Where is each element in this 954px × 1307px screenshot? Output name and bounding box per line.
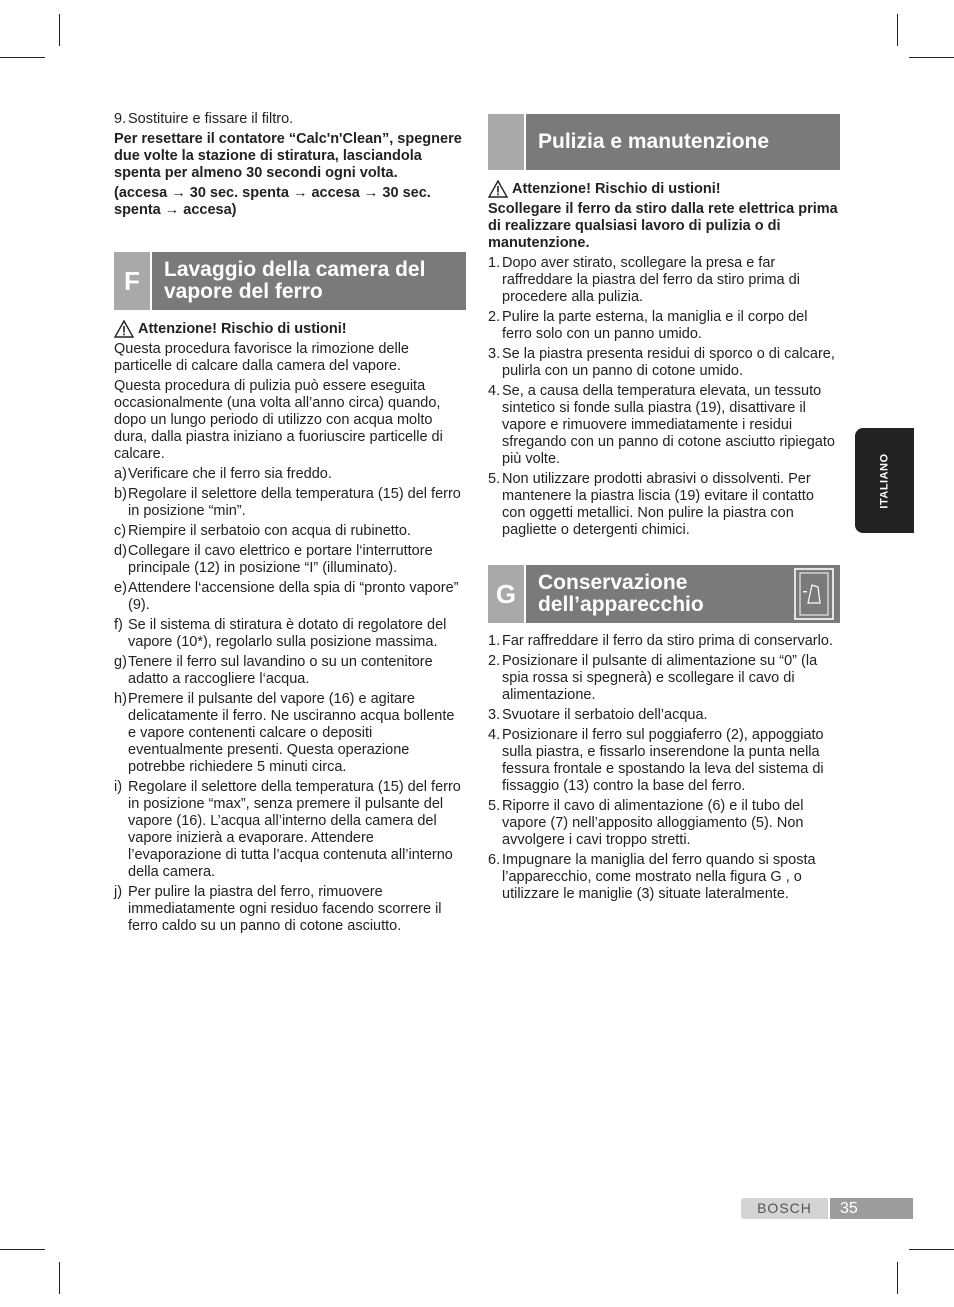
list-item <box>488 798 840 849</box>
step-number: 1. <box>488 633 501 649</box>
crop-mark <box>909 57 954 58</box>
step-text: Premere il pulsante del vapore (16) e agitare delicatamente il ferro. Ne usciranno acqua bollente e vapore contenenti calcare o depositi eventualmente presenti. Questa operazione potrebbe richiedere 5 minuti circa. <box>128 691 455 775</box>
list-item <box>114 654 466 688</box>
list-item <box>488 471 840 539</box>
left-column <box>114 111 466 938</box>
list-item <box>114 884 466 935</box>
warning-triangle-icon <box>114 320 134 338</box>
step-number: 2. <box>488 653 501 669</box>
crop-mark <box>0 1249 45 1250</box>
list-item <box>488 653 840 704</box>
section-g-letter: G <box>488 565 524 623</box>
warning-triangle-icon <box>488 180 508 198</box>
list-item <box>114 779 466 881</box>
step-text: Svuotare il serbatoio dell’acqua. <box>502 707 708 723</box>
warning-text: Attenzione! Rischio di ustioni! <box>138 320 347 337</box>
step-text: Regolare il selettore della temperatura (15) del ferro in posizione “max”, senza premere il pulsante del vapore (16). L’acqua all’interno della camera del vapore inizierà a evaporare. Attendere l’evaporazione di tutta l’acqua contenuta all’interno della camera. <box>128 779 461 880</box>
section-e-letter-block <box>488 114 524 170</box>
step-text: Tenere il ferro sul lavandino o su un contenitore adatto a raccogliere l‘acqua. <box>128 654 433 687</box>
intro-step-list <box>114 111 466 128</box>
step-number: d) <box>114 543 127 559</box>
step-text: Sostituire e fissare il filtro. <box>128 111 294 127</box>
paragraph: Questa procedura favorisce la rimozione delle particelle di calcare dalla camera del vapore. <box>114 341 409 374</box>
step-number: j) <box>114 884 123 900</box>
crop-mark <box>59 14 60 46</box>
step-text: Riporre il cavo di alimentazione (6) e il tubo del vapore (7) nell’apposito alloggiamento (5). Non avvolgere i cavi troppo stretti. <box>502 798 804 848</box>
list-item <box>114 617 466 651</box>
section-g-steps <box>488 633 840 903</box>
list-item <box>114 543 466 577</box>
step-text: Attendere l‘accensione della spia di “pronto vapore” (9). <box>128 580 459 613</box>
step-text: Impugnare la maniglia del ferro quando si sposta l’apparecchio, come mostrato nella figura G , o utilizzare le maniglie (3) situate lateralmente. <box>502 852 816 902</box>
list-item <box>488 383 840 468</box>
crop-mark <box>0 57 45 58</box>
page-number: 35 <box>830 1198 913 1219</box>
step-number: 4. <box>488 383 501 399</box>
list-item <box>114 523 466 540</box>
step-text: Per pulire la piastra del ferro, rimuovere immediatamente ogni residuo facendo scorrere il ferro caldo su un panno di cotone asciutto. <box>128 884 442 934</box>
list-item <box>114 111 466 128</box>
step-text: Se, a causa della temperatura elevata, un tessuto sintetico si fonde sulla piastra (19), disattivare il vapore e rimuovere immediatamente i residui sfregando con un panno di cotone asciutto ripiegato più volte. <box>502 383 835 467</box>
crop-mark <box>897 1262 898 1294</box>
language-tab <box>855 428 914 533</box>
list-item <box>488 255 840 306</box>
list-item <box>114 466 466 483</box>
section-g-title-text: Conservazione dell’apparecchio <box>538 571 704 616</box>
step-number: 3. <box>488 346 501 362</box>
reset-sequence: (accesa → 30 sec. spenta → accesa → 30 sec. spenta → accesa) <box>114 185 431 218</box>
step-text: Regolare il selettore della temperatura (15) del ferro in posizione “min”. <box>128 486 461 519</box>
unplug-notice: Scollegare il ferro da stiro dalla rete elettrica prima di realizzare qualsiasi lavoro di pulizia o di manutenzione. <box>488 201 838 251</box>
section-f-letter: F <box>114 252 150 310</box>
crop-mark <box>59 1262 60 1294</box>
step-number: 5. <box>488 471 501 487</box>
section-e-title: Pulizia e manutenzione <box>526 114 840 170</box>
burn-warning <box>488 180 840 198</box>
step-number: f) <box>114 617 123 633</box>
step-text: Posizionare il pulsante di alimentazione su “0” (la spia rossa si spegnerà) e scollegare il cavo di alimentazione. <box>502 653 818 703</box>
step-text: Pulire la parte esterna, la maniglia e il corpo del ferro solo con un panno umido. <box>502 309 808 342</box>
step-number: 3. <box>488 707 501 723</box>
step-number: 4. <box>488 727 501 743</box>
step-number: 9. <box>114 111 127 127</box>
step-text: Dopo aver stirato, scollegare la presa e far raffreddare la piastra del ferro da stiro prima di procedere alla pulizia. <box>502 255 800 305</box>
section-g-header <box>488 565 840 623</box>
step-text: Collegare il cavo elettrico e portare l‘interruttore principale (12) in posizione “I” (illuminato). <box>128 543 433 576</box>
reset-note: Per resettare il contatore “Calc'n'Clean”, spegnere due volte la stazione di stiratura, lasciandola spenta per almeno 30 secondi ogni volta. <box>114 131 462 181</box>
list-item <box>488 346 840 380</box>
paragraph: Questa procedura di pulizia può essere eseguita occasionalmente (una volta all’anno circa) quando, dopo un lungo periodo di utilizzo con acqua molto dura, dalla piastra iniziano a fuoriuscire particelle di calcare. <box>114 378 443 462</box>
list-item <box>488 727 840 795</box>
step-number: 5. <box>488 798 501 814</box>
step-number: g) <box>114 654 127 670</box>
crop-mark <box>897 14 898 46</box>
step-number: h) <box>114 691 127 707</box>
list-item <box>488 707 840 724</box>
step-number: i) <box>114 779 123 795</box>
step-number: c) <box>114 523 127 539</box>
right-column <box>488 114 840 906</box>
step-number: 2. <box>488 309 501 325</box>
step-number: 6. <box>488 852 501 868</box>
list-item <box>114 580 466 614</box>
list-item <box>114 691 466 776</box>
step-text: Posizionare il ferro sul poggiaferro (2), appoggiato sulla piastra, e fissarlo inserendone la punta nella fessura frontale e spostando la leva del sistema di fissaggio (13) contro la base del ferro. <box>502 727 824 794</box>
list-item <box>488 633 840 650</box>
step-text: Verificare che il ferro sia freddo. <box>128 466 332 482</box>
language-tab-label: ITALIANO <box>878 452 890 509</box>
step-text: Se il sistema di stiratura è dotato di regolatore del vapore (10*), regolarlo sulla posizione massima. <box>128 617 447 650</box>
burn-warning <box>114 320 466 338</box>
section-f-header <box>114 252 466 310</box>
step-number: e) <box>114 580 127 596</box>
list-item <box>488 309 840 343</box>
section-e-header <box>488 114 840 170</box>
section-f-title: Lavaggio della camera del vapore del ferro <box>152 252 466 310</box>
step-text: Non utilizzare prodotti abrasivi o dissolventi. Per mantenere la piastra liscia (19) evitare il contatto con oggetti metallici. Non pulire la piastra con pagliette o detergenti chimici. <box>502 471 814 538</box>
section-f-steps <box>114 466 466 935</box>
section-g-title <box>526 565 840 623</box>
step-number: b) <box>114 486 127 502</box>
warning-text: Attenzione! Rischio di ustioni! <box>512 180 721 197</box>
step-text: Riempire il serbatoio con acqua di rubinetto. <box>128 523 411 539</box>
crop-mark <box>909 1249 954 1250</box>
list-item <box>114 486 466 520</box>
step-number: 1. <box>488 255 501 271</box>
step-text: Se la piastra presenta residui di sporco o di calcare, pulirla con un panno di cotone umido. <box>502 346 835 379</box>
step-number: a) <box>114 466 127 482</box>
footer-brand: BOSCH <box>741 1198 828 1219</box>
storage-cabinet-icon <box>792 567 836 621</box>
step-text: Far raffreddare il ferro da stiro prima di conservarlo. <box>502 633 833 649</box>
section-e-steps <box>488 255 840 539</box>
list-item <box>488 852 840 903</box>
